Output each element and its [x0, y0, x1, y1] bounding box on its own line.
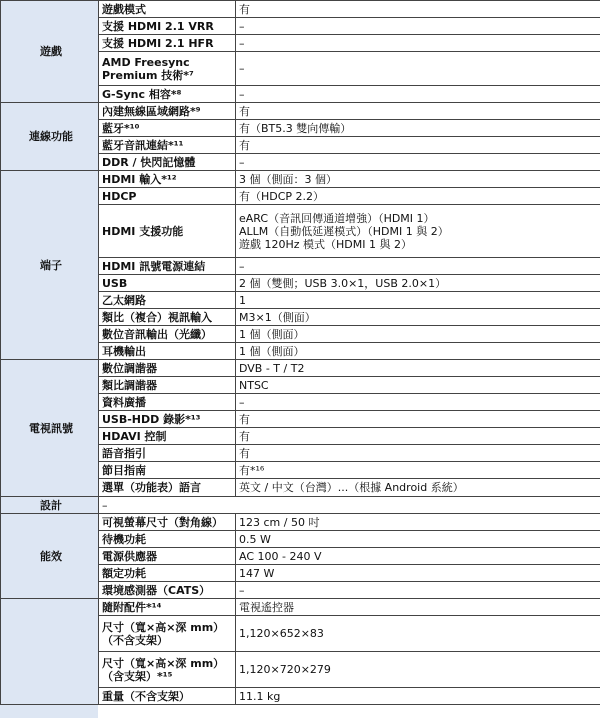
- row-value: –: [236, 154, 600, 171]
- row-label: 藍牙音訊連結*¹¹: [99, 137, 236, 154]
- row-label: 資料廣播: [99, 394, 236, 411]
- category-connectivity: 連線功能: [1, 103, 99, 171]
- row-value: –: [236, 394, 600, 411]
- row-label: 語音指引: [99, 445, 236, 462]
- row-value: 2 個（雙側；USB 3.0×1，USB 2.0×1）: [236, 275, 600, 292]
- row-label: 耳機輸出: [99, 343, 236, 360]
- row-label: 數位音訊輸出（光纖）: [99, 326, 236, 343]
- row-label: 待機功耗: [99, 531, 236, 548]
- row-value: –: [236, 52, 600, 86]
- row-label-line: AMD Freesync: [102, 55, 190, 69]
- table-row: [1, 1, 600, 18]
- row-label: 電源供應器: [99, 548, 236, 565]
- row-label-line: Premium 技術*⁷: [102, 68, 194, 82]
- table-row: [1, 514, 600, 531]
- row-value-line: eARC（音訊回傳通道增強）（HDMI 1）: [239, 211, 435, 225]
- category-gaming: 遊戲: [1, 1, 99, 103]
- row-label: 乙太網路: [99, 292, 236, 309]
- row-value: M3×1（側面）: [236, 309, 600, 326]
- row-label-line: （不含支架）: [102, 633, 168, 647]
- row-label: [99, 616, 236, 652]
- row-value: NTSC: [236, 377, 600, 394]
- row-value: 123 cm / 50 吋: [236, 514, 600, 531]
- row-label: 藍牙*¹⁰: [99, 120, 236, 137]
- row-label: HDAVI 控制: [99, 428, 236, 445]
- row-value: 1 個（側面）: [236, 326, 600, 343]
- row-label: 遊戲模式: [99, 1, 236, 18]
- row-label: HDMI 訊號電源連結: [99, 258, 236, 275]
- row-value: 0.5 W: [236, 531, 600, 548]
- row-label: 內建無線區域網路*⁹: [99, 103, 236, 120]
- row-label: 數位調諧器: [99, 360, 236, 377]
- row-value: 有: [236, 1, 600, 18]
- row-label: 支援 HDMI 2.1 HFR: [99, 35, 236, 52]
- row-value: –: [236, 582, 600, 599]
- row-label: 節目指南: [99, 462, 236, 479]
- row-label-line: （含支架）*¹⁵: [102, 669, 173, 683]
- row-value: 英文 / 中文（台灣）...（根據 Android 系統）: [236, 479, 600, 497]
- row-value-line: 遊戲 120Hz 模式（HDMI 1 與 2）: [239, 237, 412, 251]
- row-label: HDCP: [99, 188, 236, 205]
- row-value: 1: [236, 292, 600, 309]
- row-label: G-Sync 相容*⁸: [99, 86, 236, 103]
- row-label: 類比調諧器: [99, 377, 236, 394]
- row-value: 有: [236, 428, 600, 445]
- row-value: 1 個（側面）: [236, 343, 600, 360]
- row-value: 電視遙控器: [236, 599, 600, 616]
- row-value: 有: [236, 137, 600, 154]
- row-label: [99, 52, 236, 86]
- category-energy: 能效: [1, 514, 99, 599]
- row-label: 重量（不含支架）: [99, 688, 236, 705]
- row-label: 類比（複合）視訊輸入: [99, 309, 236, 326]
- row-value: 3 個（側面：3 個）: [236, 171, 600, 188]
- table-row: [1, 171, 600, 188]
- row-value: 1,120×652×83: [236, 616, 600, 652]
- row-value: –: [236, 18, 600, 35]
- row-value: 有: [236, 445, 600, 462]
- row-value: 11.1 kg: [236, 688, 600, 705]
- row-value-line: ALLM（自動低延遲模式）（HDMI 1 與 2）: [239, 224, 449, 238]
- row-label: USB: [99, 275, 236, 292]
- row-value: 有: [236, 411, 600, 428]
- row-label: DDR / 快閃記憶體: [99, 154, 236, 171]
- row-label: 額定功耗: [99, 565, 236, 582]
- row-value: 有（HDCP 2.2）: [236, 188, 600, 205]
- row-label: HDMI 支援功能: [99, 205, 236, 258]
- row-label: USB-HDD 錄影*¹³: [99, 411, 236, 428]
- row-value: 147 W: [236, 565, 600, 582]
- category-unnamed: [1, 599, 99, 705]
- row-value: 1,120×720×279: [236, 652, 600, 688]
- row-value: 有: [236, 103, 600, 120]
- row-value: –: [99, 497, 600, 514]
- row-label: 可視螢幕尺寸（對角線）: [99, 514, 236, 531]
- category-terminals: 端子: [1, 171, 99, 360]
- row-value: DVB - T / T2: [236, 360, 600, 377]
- row-label: 選單（功能表）語言: [99, 479, 236, 497]
- category-design: 設計: [1, 497, 99, 514]
- category-tv-signal: 電視訊號: [1, 360, 99, 497]
- table-row: [1, 103, 600, 120]
- row-label: 環境感測器（CATS）: [99, 582, 236, 599]
- row-label: HDMI 輸入*¹²: [99, 171, 236, 188]
- row-label: [99, 652, 236, 688]
- row-value: AC 100 - 240 V: [236, 548, 600, 565]
- row-value: [236, 205, 600, 258]
- row-value: –: [236, 86, 600, 103]
- table-row: [1, 360, 600, 377]
- row-value: –: [236, 258, 600, 275]
- row-value: 有（BT5.3 雙向傳輸）: [236, 120, 600, 137]
- row-label-line: 尺寸（寬×高×深 mm）: [102, 656, 225, 670]
- row-value: 有*¹⁶: [236, 462, 600, 479]
- table-row: [1, 599, 600, 616]
- row-label: 隨附配件*¹⁴: [99, 599, 236, 616]
- row-value: –: [236, 35, 600, 52]
- table-row: [1, 497, 600, 514]
- row-label-line: 尺寸（寬×高×深 mm）: [102, 620, 225, 634]
- row-label: 支援 HDMI 2.1 VRR: [99, 18, 236, 35]
